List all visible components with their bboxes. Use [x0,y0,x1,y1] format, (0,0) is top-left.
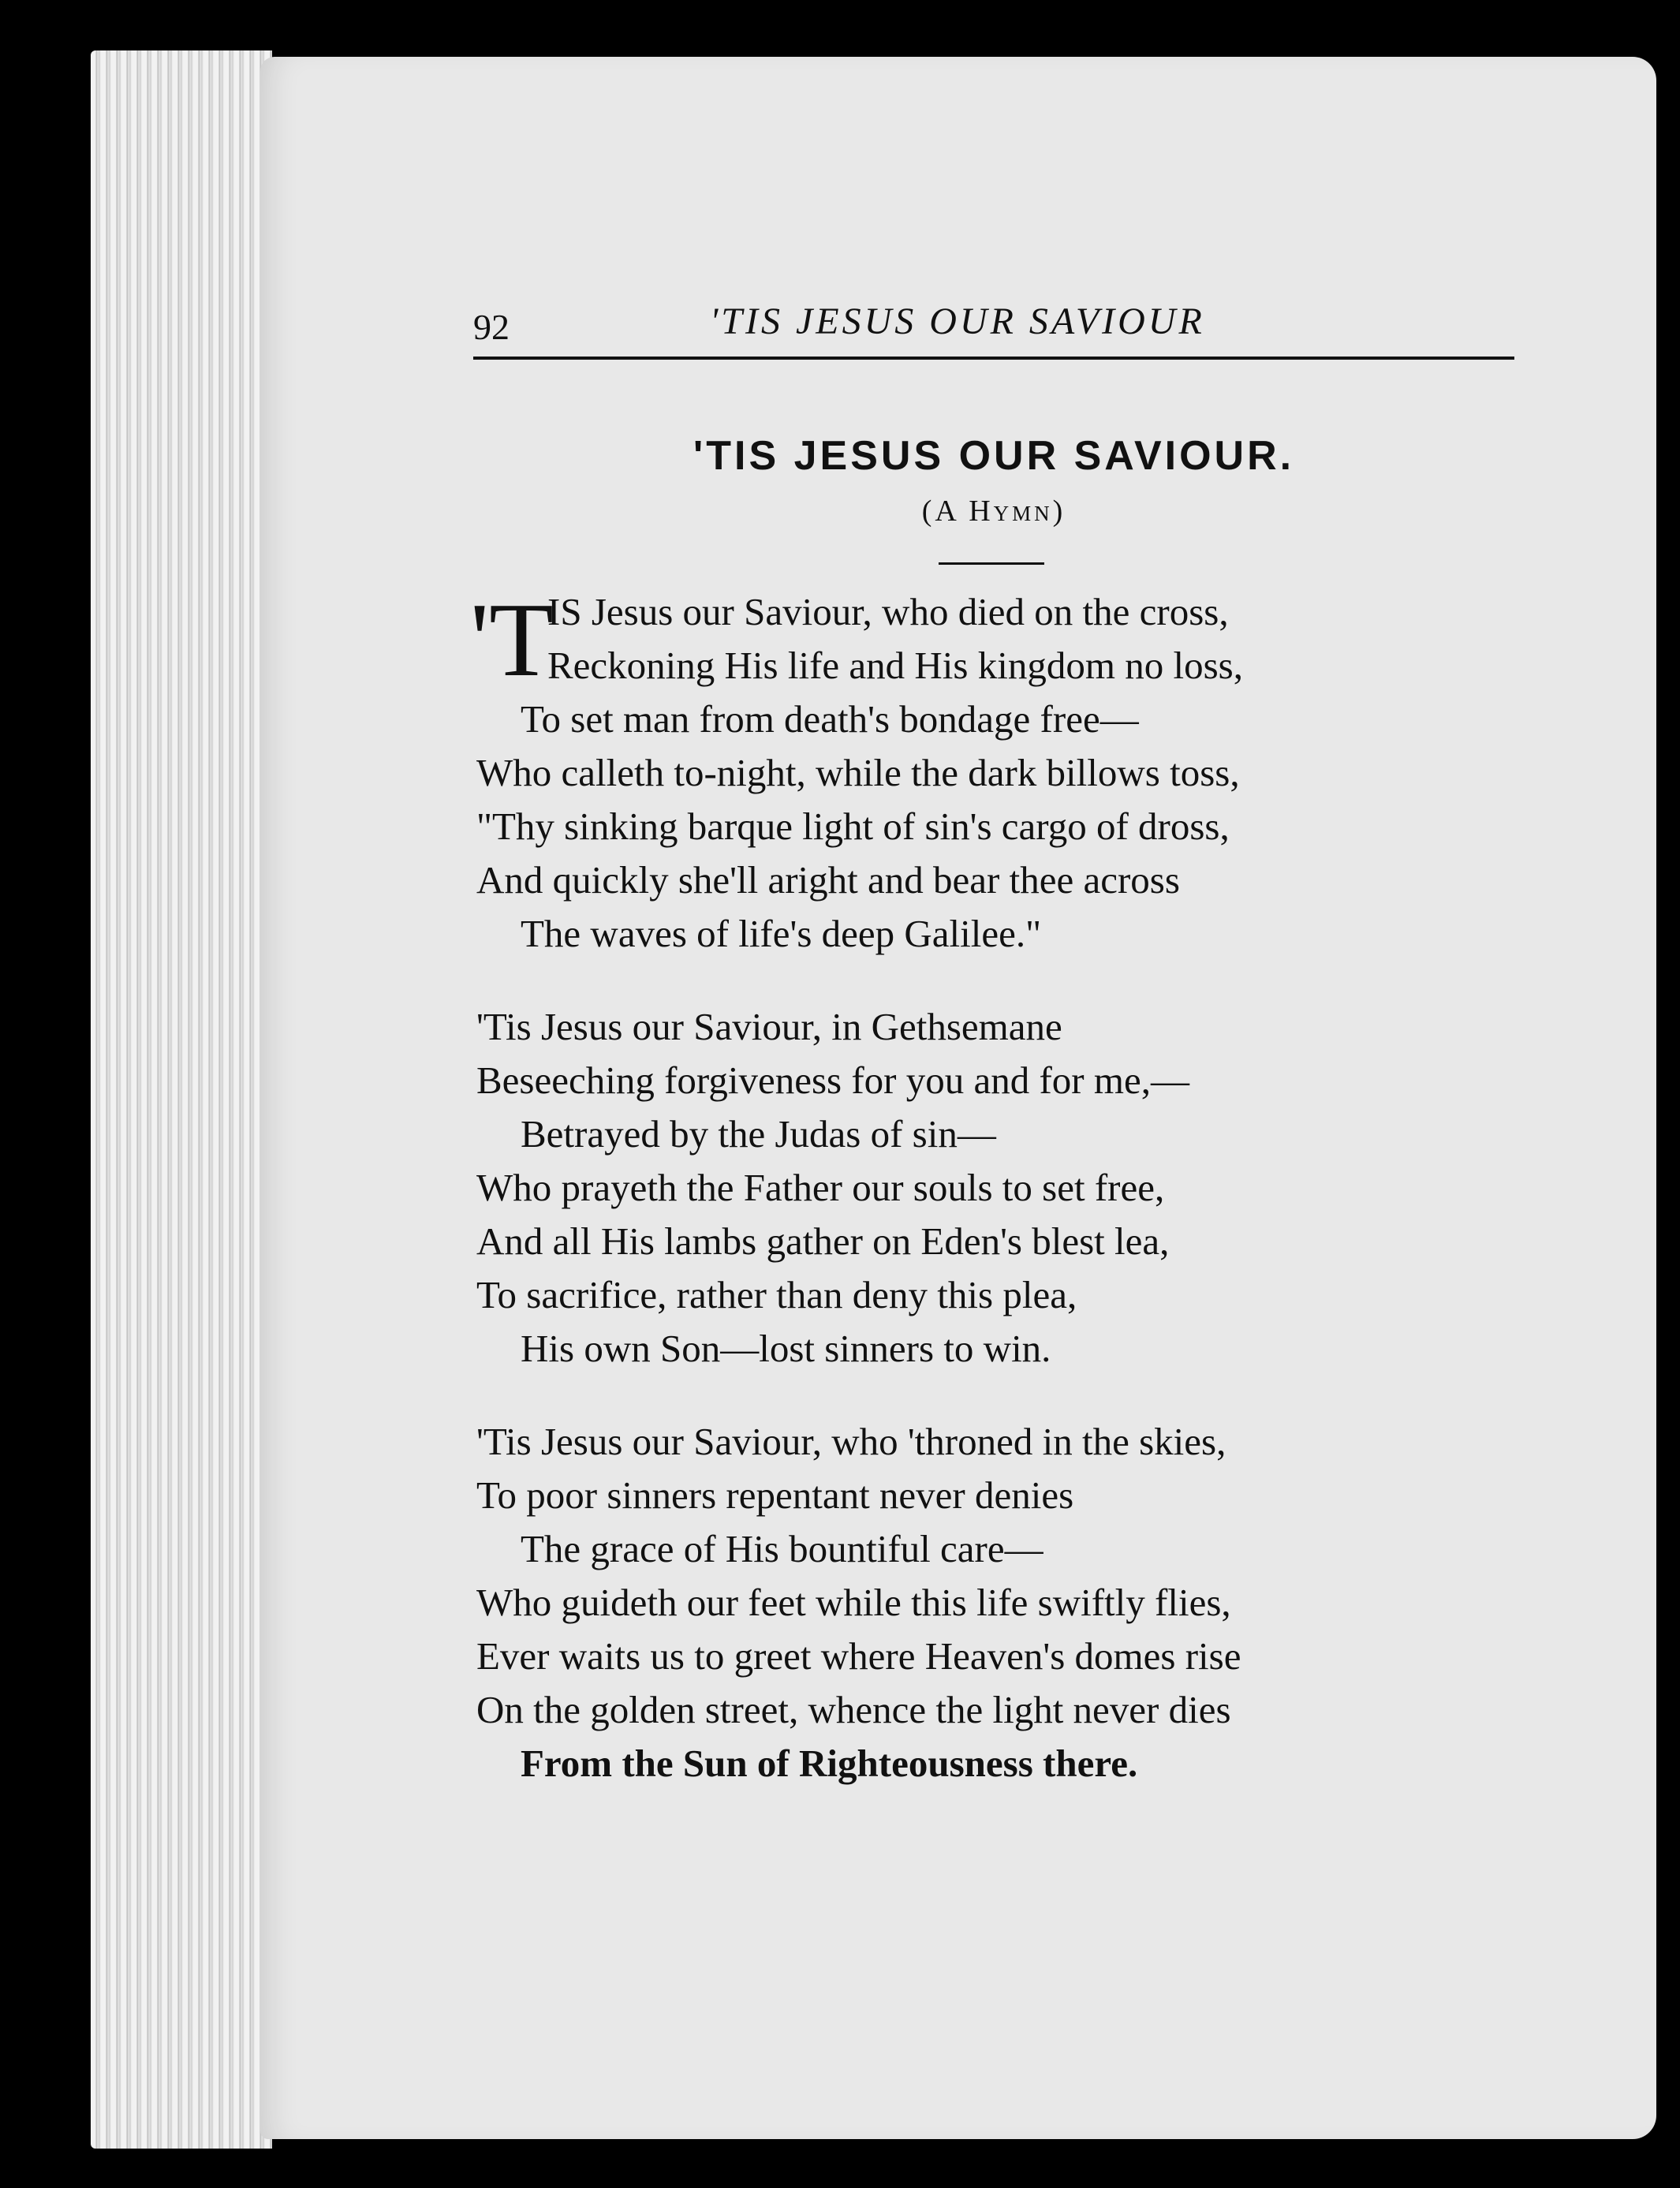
verse-line: To sacrifice, rather than deny this plea, [476,1273,1077,1316]
verse-line: Ever waits us to greet where Heaven's domes rise [476,1634,1241,1678]
verse-line: Who calleth to-night, while the dark billows toss, [476,751,1240,794]
verse-line: "Thy sinking barque light of sin's cargo of dross, [476,805,1230,848]
drop-cap: 'T [470,581,554,698]
verse-line: Who prayeth the Father our souls to set free, [476,1166,1165,1209]
hymn-subtitle: (A Hymn) [921,495,1066,528]
stanza-3 [476,1415,1533,1790]
hymn-title: 'TIS JESUS OUR SAVIOUR. [693,433,1295,479]
hymn-verses [470,581,1533,1830]
verse-line: The waves of life's deep Galilee." [521,912,1042,955]
running-head [473,300,1514,363]
verse-line: On the golden street, whence the light never dies [476,1688,1231,1731]
verse-line: Beseeching forgiveness for you and for me,— [476,1059,1189,1102]
verse-line: To set man from death's bondage free— [521,697,1139,741]
page-edges [91,50,272,2149]
verse-line: To poor sinners repentant never denies [476,1473,1074,1517]
title-divider [939,562,1044,565]
verse-line: From the Sun of Righteousness there. [521,1742,1138,1785]
stanza-1 [470,581,1533,961]
verse-line: And all His lambs gather on Eden's blest lea, [476,1219,1170,1263]
verse-line: Reckoning His life and His kingdom no loss, [547,644,1243,687]
verse-line: Betrayed by the Judas of sin— [521,1112,996,1156]
verse-line: 'Tis Jesus our Saviour, in Gethsemane [476,1005,1062,1048]
verse-line: And quickly she'll aright and bear thee across [476,858,1180,902]
verse-line: Who guideth our feet while this life swiftly flies, [476,1581,1231,1624]
running-title: 'TIS JESUS OUR SAVIOUR [710,301,1205,342]
verse-line: The grace of His bountiful care— [521,1527,1043,1570]
verse-line: 'Tis Jesus our Saviour, who 'throned in the skies, [476,1420,1226,1463]
verse-line: IS Jesus our Saviour, who died on the cross, [547,590,1229,633]
page-number: 92 [473,307,510,347]
verse-line: His own Son—lost sinners to win. [521,1327,1051,1370]
stanza-2 [476,1000,1533,1376]
header-rule [473,357,1514,360]
